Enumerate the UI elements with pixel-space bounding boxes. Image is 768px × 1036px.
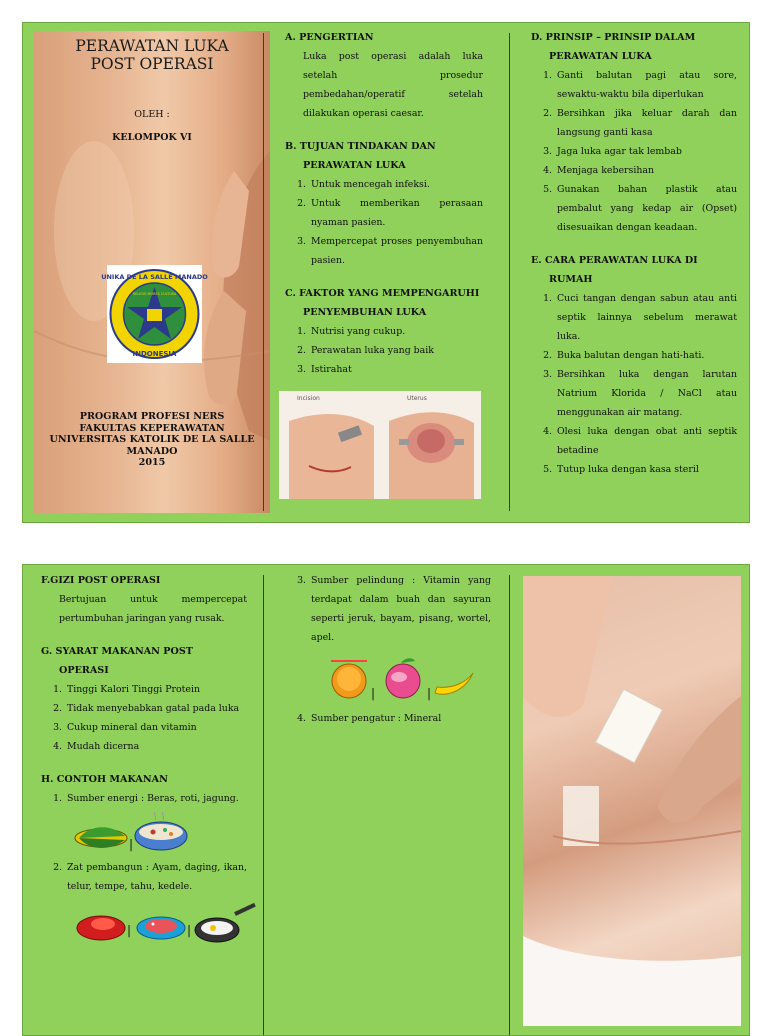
list-item: 2. Bersihkan jika keluar darah dan langsung ganti kasa: [555, 104, 737, 142]
list-item: 1. Sumber energi : Beras, roti, jagung.: [65, 789, 247, 808]
list-item: 2. Buka balutan dengan hati-hati.: [555, 346, 737, 365]
list-item: 3. Sumber pelindung : Vitamin yang terdapat dalam buah dan sayuran seperti jeruk, bayam, pisang, wortel, apel.: [309, 571, 491, 647]
cara-list: [531, 289, 737, 479]
right-column: [531, 28, 737, 479]
svg-text:RELIGIO MORES CULTURA: RELIGIO MORES CULTURA: [132, 292, 177, 296]
list-item: 1. Ganti balutan pagi atau sore, sewaktu-waktu bila diperlukan: [555, 66, 737, 104]
list-item: 4. Olesi luka dengan obat anti septik betadine: [555, 422, 737, 460]
list-item: 3. Istirahat: [309, 360, 483, 379]
contoh-list-1: [41, 789, 247, 808]
column-divider: [509, 575, 510, 1035]
svg-text:|: |: [187, 923, 192, 937]
svg-text:INDONESIA: INDONESIA: [132, 350, 177, 358]
fish-icon: [137, 917, 185, 939]
group-name: KELOMPOK VI: [112, 132, 192, 143]
list-item: 3. Jaga luka agar tak lembab: [555, 142, 737, 161]
list-item: 3. Bersihkan luka dengan larutan Natrium Klorida / NaCl atau menggunakan air matang.: [555, 365, 737, 422]
list-item: 5. Gunakan bahan plastik atau pembalut yang kedap air (Opset) disesuaikan dengan keadaan.: [555, 180, 737, 237]
list-item: 4. Mudah dicerna: [65, 737, 247, 756]
heading-gizi: F.GIZI POST OPERASI: [41, 575, 161, 586]
list-item: 1. Nutrisi yang cukup.: [309, 322, 483, 341]
list-item: 2. Perawatan luka yang baik: [309, 341, 483, 360]
banana-icon: [435, 673, 473, 694]
gizi-text: Bertujuan untuk mempercepat pertumbuhan jaringan yang rusak.: [59, 594, 247, 624]
brochure-outside-panel: [22, 22, 750, 523]
heading-tujuan: B. TUJUAN TINDAKAN DAN PERAWATAN LUKA: [285, 141, 436, 171]
fruit-icons: [285, 647, 491, 705]
list-item: 1. Cuci tangan dengan sabun atau anti septik lainnya sebelum merawat luka.: [555, 289, 737, 346]
pengertian-text: Luka post operasi adalah luka setelah prosedur pembedahan/operatif setelah dilakukan operasi caesar.: [303, 51, 483, 119]
brochure-inside-panel: [22, 564, 750, 1036]
tujuan-list: [285, 175, 483, 270]
protein-food-icons: [41, 896, 247, 940]
frying-pan-icon: [195, 903, 256, 942]
list-item: 2. Tidak menyebabkan gatal pada luka: [65, 699, 247, 718]
column-divider: [263, 33, 264, 511]
svg-text:Incision: Incision: [297, 395, 320, 402]
cover-panel: [34, 31, 270, 513]
middle-column-2: [285, 571, 491, 728]
wound-dressing-photo: [523, 576, 741, 1026]
heading-faktor: C. FAKTOR YANG MEMPENGARUHI PENYEMBUHAN LUKA: [285, 288, 480, 318]
column-divider: [509, 33, 510, 511]
column-divider: [263, 575, 264, 1035]
orange-icon: [331, 661, 367, 698]
svg-text:|: |: [427, 686, 432, 700]
list-item: 5. Tutup luka dengan kasa steril: [555, 460, 737, 479]
surgery-illustration: [279, 391, 481, 499]
heading-prinsip: D. PRINSIP – PRINSIP DALAM PERAWATAN LUKA: [531, 32, 696, 62]
university-logo: [101, 265, 208, 363]
left-column: [41, 571, 247, 940]
contoh-list-3: [285, 571, 491, 647]
rice-bowl-icon: [135, 812, 187, 850]
faktor-list: [285, 322, 483, 379]
contoh-list-4: [285, 709, 491, 728]
list-item: 2. Zat pembangun : Ayam, daging, ikan, telur, tempe, tahu, kedele.: [65, 858, 247, 896]
svg-text:|: |: [129, 837, 134, 851]
corn-icon: [75, 827, 127, 848]
list-item: 1. Tinggi Kalori Tinggi Protein: [65, 680, 247, 699]
by-label: OLEH :: [134, 109, 170, 120]
chicken-icon: [77, 916, 125, 940]
list-item: 3. Cukup mineral dan vitamin: [65, 718, 247, 737]
list-item: 4. Menjaga kebersihan: [555, 161, 737, 180]
list-item: 4. Sumber pengatur : Mineral: [309, 709, 491, 728]
svg-text:|: |: [371, 686, 376, 700]
heading-pengertian: A. PENGERTIAN: [285, 32, 374, 43]
list-item: 2. Untuk memberikan perasaan nyaman pasien.: [309, 194, 483, 232]
middle-column: [285, 28, 483, 379]
list-item: 3. Mempercepat proses penyembuhan pasien.: [309, 232, 483, 270]
energy-food-icons: [41, 808, 247, 858]
apple-icon: [386, 658, 420, 698]
brochure-title: PERAWATAN LUKA POST OPERASI: [75, 37, 229, 73]
heading-syarat-makanan: G. SYARAT MAKANAN POST OPERASI: [41, 646, 193, 676]
svg-text:Uterus: Uterus: [407, 395, 427, 402]
list-item: 1. Untuk mencegah infeksi.: [309, 175, 483, 194]
svg-text:UNIKA DE LA SALLE MANADO: UNIKA DE LA SALLE MANADO: [101, 273, 208, 281]
heading-contoh-makanan: H. CONTOH MAKANAN: [41, 774, 168, 785]
svg-text:|: |: [127, 923, 132, 937]
program-text: PROGRAM PROFESI NERS FAKULTAS KEPERAWATAN UNIVERSITAS KATOLIK DE LA SALLE MANADO 2015: [49, 411, 255, 468]
heading-cara-perawatan: E. CARA PERAWATAN LUKA DI RUMAH: [531, 255, 698, 285]
syarat-list: [41, 680, 247, 756]
prinsip-list: [531, 66, 737, 237]
